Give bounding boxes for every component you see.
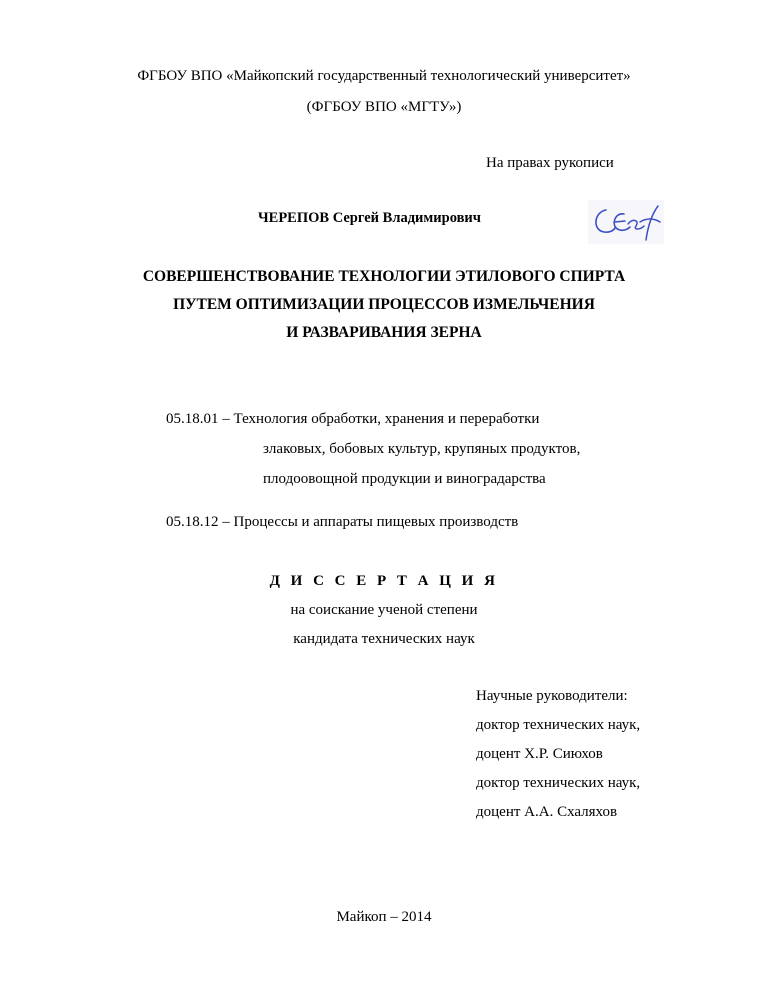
supervisor-1-degree: доктор технических наук, [476,717,641,733]
supervisors-heading: Научные руководители: [476,688,628,704]
degree-line-2: кандидата технических наук [293,631,475,647]
institution-short-name: (ФГБОУ ВПО «МГТУ») [306,99,462,115]
specialty-1-continuation-1: злаковых, бобовых культур, крупяных продуктов, [263,441,581,457]
author-signature [588,200,664,244]
author-name: ЧЕРЕПОВ Сергей Владимирович [258,210,481,226]
supervisor-2-degree: доктор технических наук, [476,775,641,791]
title-line-2: ПУТЕМ ОПТИМИЗАЦИИ ПРОЦЕССОВ ИЗМЕЛЬЧЕНИЯ [173,296,595,313]
degree-line-1: на соискание ученой степени [290,602,478,618]
supervisor-2-name: доцент А.А. Схаляхов [476,804,618,820]
document-type: Д И С С Е Р Т А Ц И Я [269,573,499,589]
title-line-3: И РАЗВАРИВАНИЯ ЗЕРНА [286,324,482,341]
institution-full-name: ФГБОУ ВПО «Майкопский государственный технологический университет» [137,68,631,84]
specialty-1-code-line: 05.18.01 – Технология обработки, хранения и переработки [166,411,540,427]
footer-city-year: Майкоп – 2014 [336,909,432,925]
manuscript-rights: На правах рукописи [486,155,614,171]
supervisor-1-name: доцент Х.Р. Сиюхов [476,746,603,762]
title-line-1: СОВЕРШЕНСТВОВАНИЕ ТЕХНОЛОГИИ ЭТИЛОВОГО СПИРТА [142,268,626,285]
specialty-1-continuation-2: плодоовощной продукции и виноградарства [263,471,546,487]
specialty-2-code-line: 05.18.12 – Процессы и аппараты пищевых производств [166,514,519,530]
